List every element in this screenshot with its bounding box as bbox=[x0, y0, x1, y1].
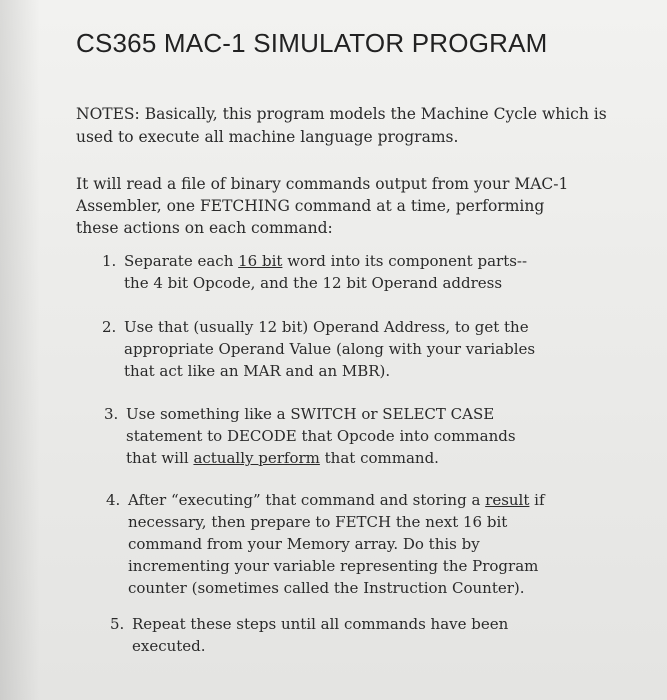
step-text: that will bbox=[126, 449, 194, 467]
step-number: 2. bbox=[102, 318, 117, 336]
step-text: Use that (usually 12 bit) Operand Address, to get the bbox=[124, 318, 529, 336]
step-line: counter (sometimes called the Instruction Counter). bbox=[128, 579, 525, 597]
step-line bbox=[104, 447, 604, 469]
step-5 bbox=[110, 613, 610, 657]
step-3 bbox=[104, 403, 604, 469]
step-line: appropriate Operand Value (along with your variables bbox=[124, 340, 536, 358]
step-number: 3. bbox=[104, 405, 119, 423]
step-line: statement to DECODE that Opcode into commands bbox=[126, 427, 516, 445]
step-text: After “executing” that command and storing a bbox=[128, 491, 486, 509]
step-underlined-text: result bbox=[485, 491, 530, 509]
step-text: Repeat these steps until all commands have been bbox=[132, 615, 509, 633]
step-number: 1. bbox=[102, 252, 117, 270]
step-text: word into its component parts-- bbox=[282, 252, 528, 270]
intro-paragraph: It will read a file of binary commands output from your MAC-1 Assembler, one FETCHING command at a time, performing these actions on each command: bbox=[76, 175, 569, 237]
step-text: Use something like a SWITCH or SELECT CASE bbox=[126, 405, 495, 423]
step-line: the 4 bit Opcode, and the 12 bit Operand address bbox=[124, 274, 503, 292]
step-line: necessary, then prepare to FETCH the next 16 bit bbox=[128, 513, 508, 531]
step-text: if bbox=[529, 491, 545, 509]
step-1 bbox=[102, 250, 602, 294]
page-shadow bbox=[0, 0, 40, 700]
step-line: that act like an MAR and an MBR). bbox=[124, 362, 391, 380]
step-line: incrementing your variable representing the Program bbox=[128, 557, 539, 575]
step-4 bbox=[106, 489, 626, 599]
notes-paragraph: NOTES: Basically, this program models the Machine Cycle which is used to execute all machine language programs. bbox=[76, 105, 607, 146]
step-underlined-text: 16 bit bbox=[238, 252, 283, 270]
page-title: CS365 MAC-1 SIMULATOR PROGRAM bbox=[76, 28, 548, 58]
step-number: 4. bbox=[106, 491, 121, 509]
step-text: Separate each bbox=[124, 252, 239, 270]
step-number: 5. bbox=[110, 615, 125, 633]
step-line: command from your Memory array. Do this by bbox=[128, 535, 480, 553]
step-underlined-text: actually perform bbox=[193, 449, 320, 467]
step-text: that command. bbox=[319, 449, 439, 467]
step-line: executed. bbox=[132, 637, 206, 655]
step-2 bbox=[102, 316, 602, 382]
